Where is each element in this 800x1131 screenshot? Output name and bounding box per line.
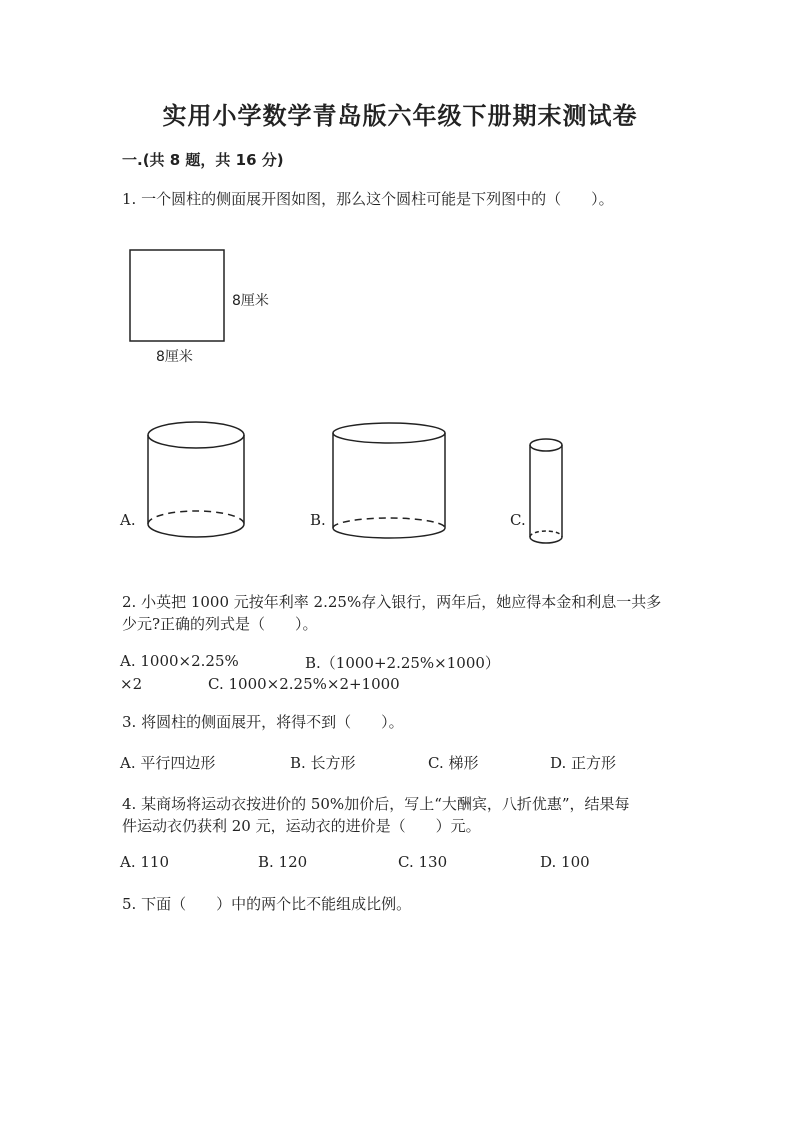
option-b-label: B. [310, 511, 326, 529]
question-3-option-b: B. 长方形 [290, 754, 356, 772]
question-2-option-c: C. 1000×2.25%×2+1000 [208, 675, 400, 693]
option-a-label: A. [120, 511, 136, 529]
question-2-line2: 少元?正确的列式是（ ）。 [122, 615, 318, 633]
question-3-option-a: A. 平行四边形 [120, 754, 216, 772]
question-2-option-b-cont: ×2 [120, 675, 143, 693]
question-5-text: 5. 下面（ ）中的两个比不能组成比例。 [122, 895, 412, 913]
option-c-label: C. [510, 511, 526, 529]
question-4-option-c: C. 130 [398, 853, 448, 871]
question-4-line2: 件运动衣仍获利 20 元，运动衣的进价是（ ）元。 [122, 817, 481, 835]
page-title: 实用小学数学青岛版六年级下册期末测试卷 [162, 101, 638, 130]
question-3-option-d: D. 正方形 [550, 754, 617, 772]
question-2-option-b: B.（1000+2.25%×1000） [305, 654, 500, 672]
question-2-option-a: A. 1000×2.25% [120, 652, 239, 670]
question-2-line1: 2. 小英把 1000 元按年利率 2.25%存入银行，两年后，她应得本金和利息一共多 [122, 593, 662, 611]
question-1-text: 1. 一个圆柱的侧面展开图如图，那么这个圆柱可能是下列图中的（ ）。 [122, 190, 614, 208]
square-bottom-label: 8厘米 [156, 349, 193, 365]
question-4-option-a: A. 110 [120, 853, 169, 871]
question-4-line1: 4. 某商场将运动衣按进价的 50%加价后，写上“大酬宾，八折优惠”，结果每 [122, 795, 630, 813]
question-4-option-b: B. 120 [258, 853, 308, 871]
question-4-option-d: D. 100 [540, 853, 590, 871]
question-3-text: 3. 将圆柱的侧面展开，将得不到（ ）。 [122, 713, 404, 731]
section-heading: 一.(共 8 题，共 16 分) [122, 151, 284, 169]
square-right-label: 8厘米 [232, 293, 269, 309]
question-3-option-c: C. 梯形 [428, 754, 479, 772]
